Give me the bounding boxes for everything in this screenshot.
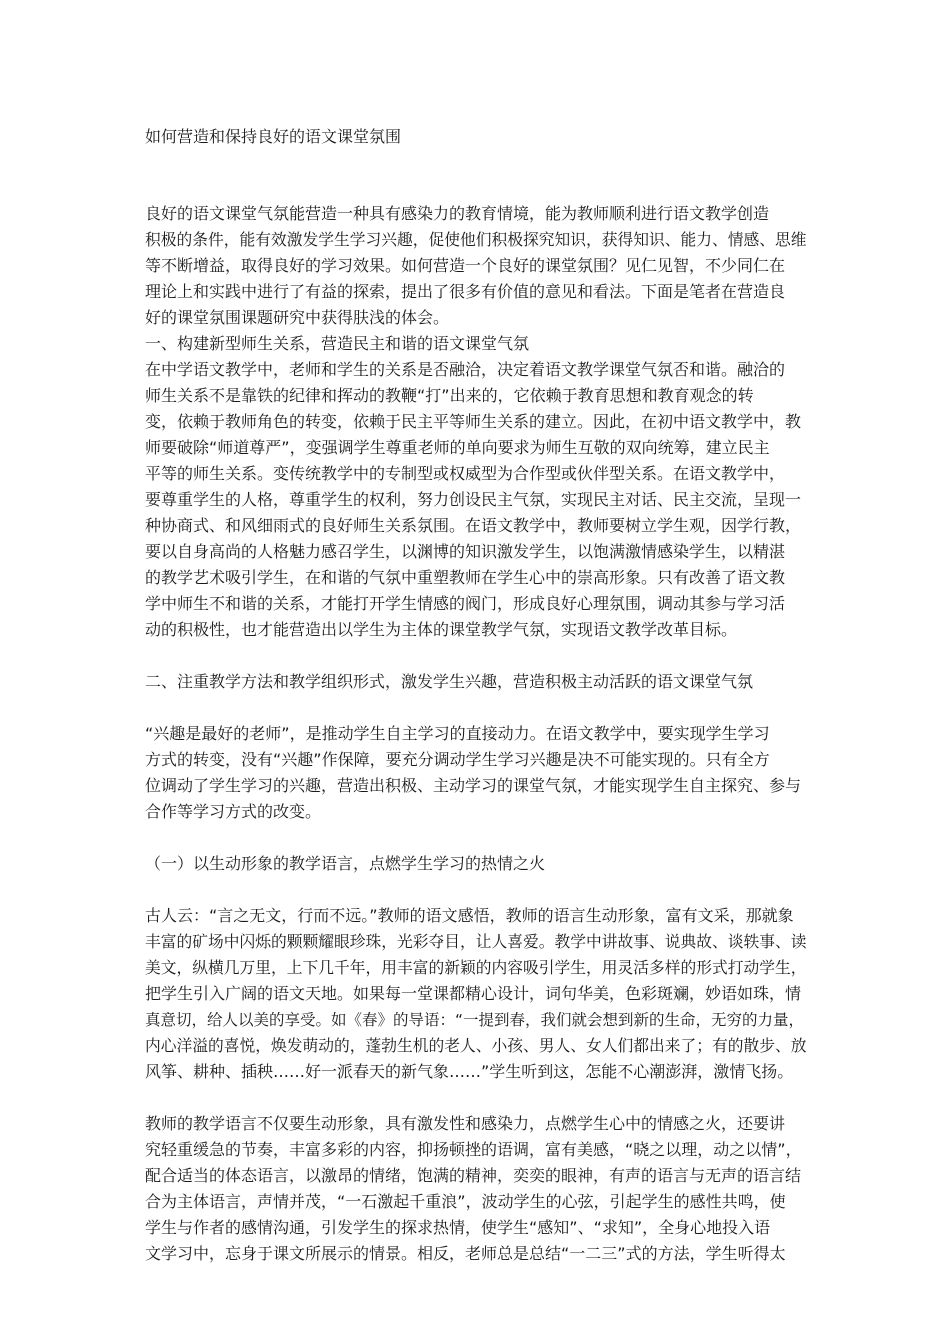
text-line: 合为主体语言，声情并茂，“一石激起千重浪”，波动学生的心弦，引起学生的感性共鸣，使 <box>145 1192 786 1211</box>
blank-line <box>145 695 810 721</box>
text-line: 位调动了学生学习的兴趣，营造出积极、主动学习的课堂气氛，才能实现学生自主探究、参与 <box>145 776 802 795</box>
text-line: 的教学艺术吸引学生，在和谐的气氛中重塑教师在学生心中的崇高形象。只有改善了语文教 <box>145 568 786 587</box>
blank-line <box>145 643 810 669</box>
text-line: 方式的转变，没有“兴趣”作保障，要充分调动学生学习兴趣是决不可能实现的。只有全方 <box>145 750 770 769</box>
text-line: 种协商式、和风细雨式的良好师生关系氛围。在语文教学中，教师要树立学生观，因学行教， <box>145 516 802 535</box>
text-line: 动的积极性，也才能营造出以学生为主体的课堂教学气氛，实现语文教学改革目标。 <box>145 620 738 639</box>
text-line: 丰富的矿场中闪烁的颗颗耀眼珍珠，光彩夺目，让人喜爱。教学中讲故事、说典故、谈轶事、读 <box>145 932 807 951</box>
text-line: 师要破除“师道尊严”，变强调学生尊重老师的单向要求为师生互敬的双向统筹，建立民主 <box>145 438 770 457</box>
text-line: 理论上和实践中进行了有益的探索，提出了很多有价值的意见和看法。下面是笔者在营造良 <box>145 282 786 301</box>
text-line: 究轻重缓急的节奏，丰富多彩的内容，抑扬顿挫的语调，富有美感，“晓之以理，动之以情”， <box>145 1140 802 1159</box>
text-line: 良好的语文课堂气氛能营造一种具有感染力的教育情境，能为教师顺利进行语文教学创造 <box>145 204 770 223</box>
text-line: “兴趣是最好的老师”，是推动学生自主学习的直接动力。在语文教学中，要实现学生学习 <box>145 724 770 743</box>
text-line: 要以自身高尚的人格魅力感召学生，以渊博的知识激发学生，以饱满激情感染学生，以精湛 <box>145 542 786 561</box>
text-line: 配合适当的体态语言，以激昂的情绪，饱满的精神，奕奕的眼神，有声的语言与无声的语言结 <box>145 1166 802 1185</box>
text-line: 要尊重学生的人格，尊重学生的权利，努力创设民主气氛，实现民主对话、民主交流，呈现一 <box>145 490 802 509</box>
text-line: 积极的条件，能有效激发学生学习兴趣，促使他们积极探究知识，获得知识、能力、情感、思维 <box>145 230 807 249</box>
text-line: 等不断增益，取得良好的学习效果。如何营造一个良好的课堂氛围？见仁见智，不少同仁在 <box>145 256 786 275</box>
text-line: 文学习中，忘身于课文所展示的情景。相反，老师总是总结“一二三”式的方法，学生听得太 <box>145 1244 786 1263</box>
document-body <box>145 201 810 1267</box>
text-line: 风筝、耕种、插秧……好一派春天的新气象……”学生听到这，怎能不心潮澎湃，激情飞扬。 <box>145 1062 794 1081</box>
text-line: 师生关系不是靠铁的纪律和挥动的教鞭“打”出来的，它依赖于教育思想和教育观念的转 <box>145 386 754 405</box>
text-line: （一）以生动形象的教学语言，点燃学生学习的热情之火 <box>145 854 546 873</box>
text-line: 好的课堂氛围课题研究中获得肤浅的体会。 <box>145 308 450 327</box>
text-line: 学生与作者的感情沟通，引发学生的探求热情，使学生“感知”、“求知”，全身心地投入语 <box>145 1218 771 1237</box>
blank-line <box>145 825 810 851</box>
text-line: 内心洋溢的喜悦，焕发萌动的，蓬勃生机的老人、小孩、男人、女人们都出来了；有的散步、放 <box>145 1036 807 1055</box>
document-title: 如何营造和保持良好的语文课堂氛围 <box>145 127 402 146</box>
text-line: 变，依赖于教师角色的转变，依赖于民主平等师生关系的建立。因此，在初中语文教学中，教 <box>145 412 802 431</box>
text-line: 在中学语文教学中，老师和学生的关系是否融洽，决定着语文教学课堂气氛否和谐。融洽的 <box>145 360 786 379</box>
text-line: 合作等学习方式的改变。 <box>145 802 322 821</box>
text-line: 教师的教学语言不仅要生动形象，具有激发性和感染力，点燃学生心中的情感之火，还要讲 <box>145 1114 786 1133</box>
text-line: 学中师生不和谐的关系，才能打开学生情感的阀门，形成良好心理氛围，调动其参与学习活 <box>145 594 786 613</box>
text-line: 古人云：“言之无文，行而不远。”教师的语文感悟，教师的语言生动形象，富有文采，那就象 <box>145 906 794 925</box>
text-line: 把学生引入广阔的语文天地。如果每一堂课都精心设计，词句华美，色彩斑斓，妙语如珠，情 <box>145 984 802 1003</box>
text-line: 真意切，给人以美的享受。如《春》的导语：“一提到春，我们就会想到新的生命，无穷的力量， <box>145 1011 805 1029</box>
text-line: 美文，纵横几万里，上下几千年，用丰富的新颖的内容吸引学生，用灵活多样的形式打动学生， <box>145 958 807 977</box>
blank-line <box>145 877 810 903</box>
text-line: 平等的师生关系。变传统教学中的专制型或权威型为合作型或伙伴型关系。在语文教学中， <box>145 464 786 483</box>
text-line: 二、注重教学方法和教学组织形式，激发学生兴趣，营造积极主动活跃的语文课堂气氛 <box>145 672 754 691</box>
blank-line <box>145 1085 810 1111</box>
text-line: 一、构建新型师生关系，营造民主和谐的语文课堂气氛 <box>145 334 530 353</box>
